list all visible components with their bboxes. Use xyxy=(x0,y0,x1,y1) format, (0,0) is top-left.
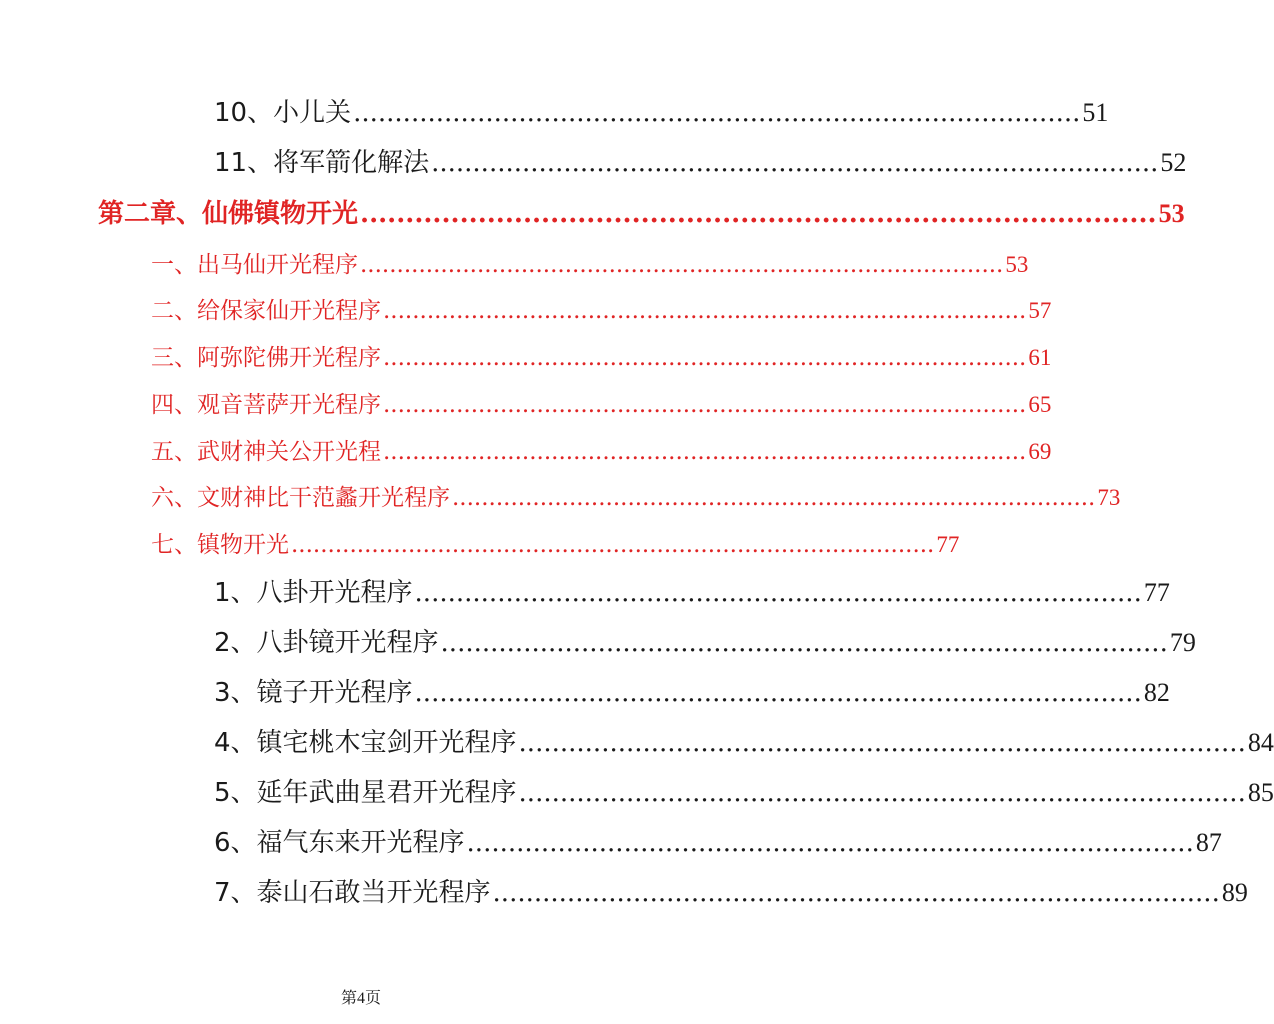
toc-section-page: 61 xyxy=(1028,345,1052,370)
toc-leader-dots: ........................................................................................ xyxy=(440,628,1168,658)
toc-leader-dots: ........................................................................................ xyxy=(353,98,1081,128)
toc-entry xyxy=(214,672,1170,709)
toc-leader-dots: ........................................................................................ xyxy=(291,532,935,558)
toc-section-label: 六、文财神比干范蠡开光程序 xyxy=(151,485,450,511)
toc-entry-page: 87 xyxy=(1195,828,1222,857)
toc-leader-dots: ........................................................................................ xyxy=(383,392,1027,418)
toc-entry-label: 2、八卦镜开光程序 xyxy=(214,628,439,658)
toc-section-label: 二、给保家仙开光程序 xyxy=(151,298,381,324)
toc-section-entry xyxy=(151,526,960,559)
toc-entry xyxy=(214,572,1170,609)
toc-section-entry xyxy=(151,433,1052,466)
page-footer: 第4页 xyxy=(340,990,381,1007)
toc-entry-page: 52 xyxy=(1160,148,1187,177)
toc-entry-page: 85 xyxy=(1247,778,1274,807)
toc-leader-dots: ........................................................................................ xyxy=(360,252,1004,278)
toc-leader-dots: ........................................................................................ xyxy=(414,678,1142,708)
toc-section-page: 57 xyxy=(1028,298,1052,323)
toc-leader-dots: ........................................................................................ xyxy=(518,728,1246,758)
toc-entry-page: 51 xyxy=(1082,98,1109,127)
toc-leader-dots: ........................................................................................ xyxy=(452,485,1096,511)
toc-section-page: 53 xyxy=(1005,252,1029,277)
toc-section-label: 七、镇物开光 xyxy=(151,532,289,558)
toc-leader-dots: ........................................................................................ xyxy=(360,199,1157,229)
toc-section-label: 五、武财神关公开光程 xyxy=(151,439,381,465)
toc-section-entry xyxy=(151,339,1052,372)
toc-entry-page: 77 xyxy=(1143,578,1170,607)
toc-leader-dots: ........................................................................................ xyxy=(466,828,1194,858)
toc-entry xyxy=(214,92,1109,129)
toc-entry xyxy=(214,822,1222,859)
toc-section-entry xyxy=(151,292,1052,325)
toc-chapter-label: 第二章、仙佛镇物开光 xyxy=(98,199,359,229)
toc-entry-label: 5、延年武曲星君开光程序 xyxy=(214,778,517,808)
toc-leader-dots: ........................................................................................ xyxy=(518,778,1246,808)
toc-leader-dots: ........................................................................................ xyxy=(383,345,1027,371)
toc-section-page: 69 xyxy=(1028,439,1052,464)
toc-entry-page: 79 xyxy=(1169,628,1196,657)
toc-chapter-entry xyxy=(98,193,1185,230)
toc-section-page: 65 xyxy=(1028,392,1052,417)
toc-section-entry xyxy=(151,246,1029,279)
toc-entry-label: 11、将军箭化解法 xyxy=(214,148,430,178)
toc-leader-dots: ........................................................................................ xyxy=(431,148,1159,178)
toc-chapter-page: 53 xyxy=(1158,199,1185,228)
toc-leader-dots: ........................................................................................ xyxy=(414,578,1142,608)
toc-entry xyxy=(214,622,1196,659)
toc-leader-dots: ........................................................................................ xyxy=(383,298,1027,324)
toc-entry-label: 1、八卦开光程序 xyxy=(214,578,413,608)
toc-section-entry xyxy=(151,386,1052,419)
toc-entry xyxy=(214,722,1274,759)
toc-section-label: 四、观音菩萨开光程序 xyxy=(151,392,381,418)
toc-section-label: 三、阿弥陀佛开光程序 xyxy=(151,345,381,371)
toc-entry-page: 84 xyxy=(1247,728,1274,757)
toc-leader-dots: ........................................................................................ xyxy=(383,439,1027,465)
toc-section-page: 77 xyxy=(936,532,960,557)
toc-section-label: 一、出马仙开光程序 xyxy=(151,252,358,278)
toc-entry-page: 82 xyxy=(1143,678,1170,707)
toc-section-page: 73 xyxy=(1097,485,1121,510)
toc-entry-label: 7、泰山石敢当开光程序 xyxy=(214,878,491,908)
toc-entry-label: 10、小儿关 xyxy=(214,98,352,128)
toc-entry xyxy=(214,772,1274,809)
toc-entry-label: 4、镇宅桃木宝剑开光程序 xyxy=(214,728,517,758)
toc-leader-dots: ........................................................................................ xyxy=(492,878,1220,908)
toc-entry xyxy=(214,142,1187,179)
toc-entry-label: 3、镜子开光程序 xyxy=(214,678,413,708)
toc-section-entry xyxy=(151,479,1121,512)
toc-entry-label: 6、福气东来开光程序 xyxy=(214,828,465,858)
toc-entry-page: 89 xyxy=(1221,878,1248,907)
toc-entry xyxy=(214,872,1248,909)
